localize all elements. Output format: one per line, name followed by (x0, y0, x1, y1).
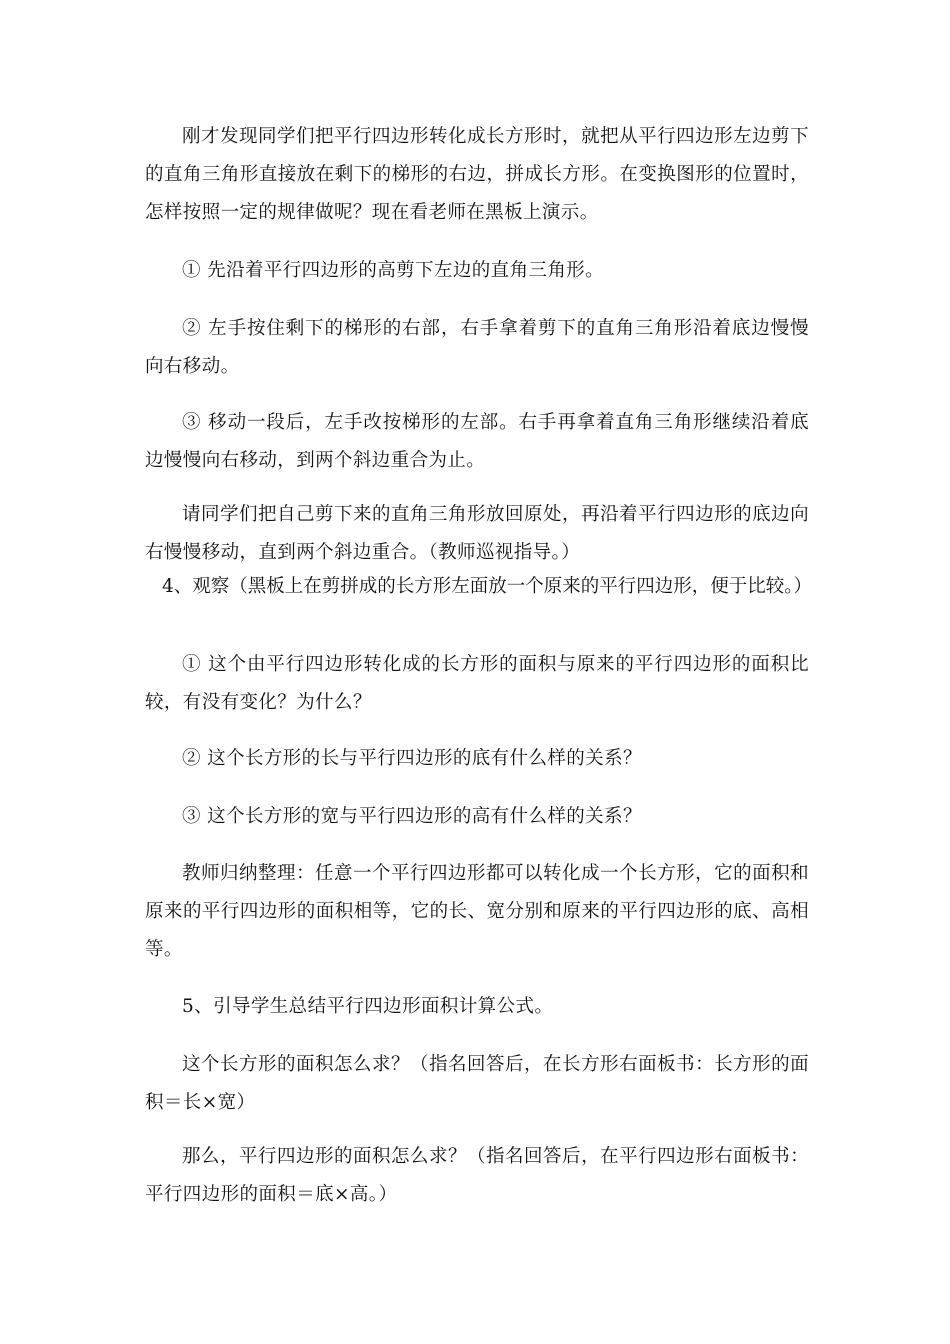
question-3: ③ 这个长方形的宽与平行四边形的高有什么样的关系？ (182, 806, 642, 827)
question-1: ① 这个由平行四边形转化成的长方形的面积与原来的平行四边形的面积比较，有没有变化？为什么？ (145, 654, 809, 713)
paragraph-rectangle-area: 这个长方形的面积怎么求？（指名回答后，在长方形右面板书：长方形的面积＝长×宽） (145, 1054, 809, 1113)
step-2: ② 左手按住剩下的梯形的右部，右手拿着剪下的直角三角形沿着底边慢慢向右移动。 (145, 318, 809, 377)
paragraph-teacher-summary: 教师归纳整理：任意一个平行四边形都可以转化成一个长方形，它的面积和原来的平行四边形的面积相等，它的长、宽分别和原来的平行四边形的底、高相等。 (145, 863, 809, 960)
section-5-heading: 5、引导学生总结平行四边形面积计算公式。 (182, 996, 554, 1017)
paragraph-intro: 刚才发现同学们把平行四边形转化成长方形时，就把从平行四边形左边剪下的直角三角形直接放在剩下的梯形的右边，拼成长方形。在变换图形的位置时，怎样按照一定的规律做呢？现在看老师在黑板上演示。 (145, 126, 809, 223)
paragraph-student-practice: 请同学们把自己剪下来的直角三角形放回原处，再沿着平行四边形的底边向右慢慢移动，直到两个斜边重合。（教师巡视指导。） (145, 504, 809, 563)
step-1: ① 先沿着平行四边形的高剪下左边的直角三角形。 (182, 260, 605, 281)
paragraph-parallelogram-area: 那么，平行四边形的面积怎么求？（指名回答后，在平行四边形右面板书：平行四边形的面积＝底×高。） (145, 1146, 809, 1205)
section-4-heading: 4、观察（黑板上在剪拼成的长方形左面放一个原来的平行四边形，便于比较。） (162, 576, 813, 597)
question-2: ② 这个长方形的长与平行四边形的底有什么样的关系？ (182, 748, 642, 769)
step-3: ③ 移动一段后，左手改按梯形的左部。右手再拿着直角三角形继续沿着底边慢慢向右移动，到两个斜边重合为止。 (145, 412, 809, 471)
